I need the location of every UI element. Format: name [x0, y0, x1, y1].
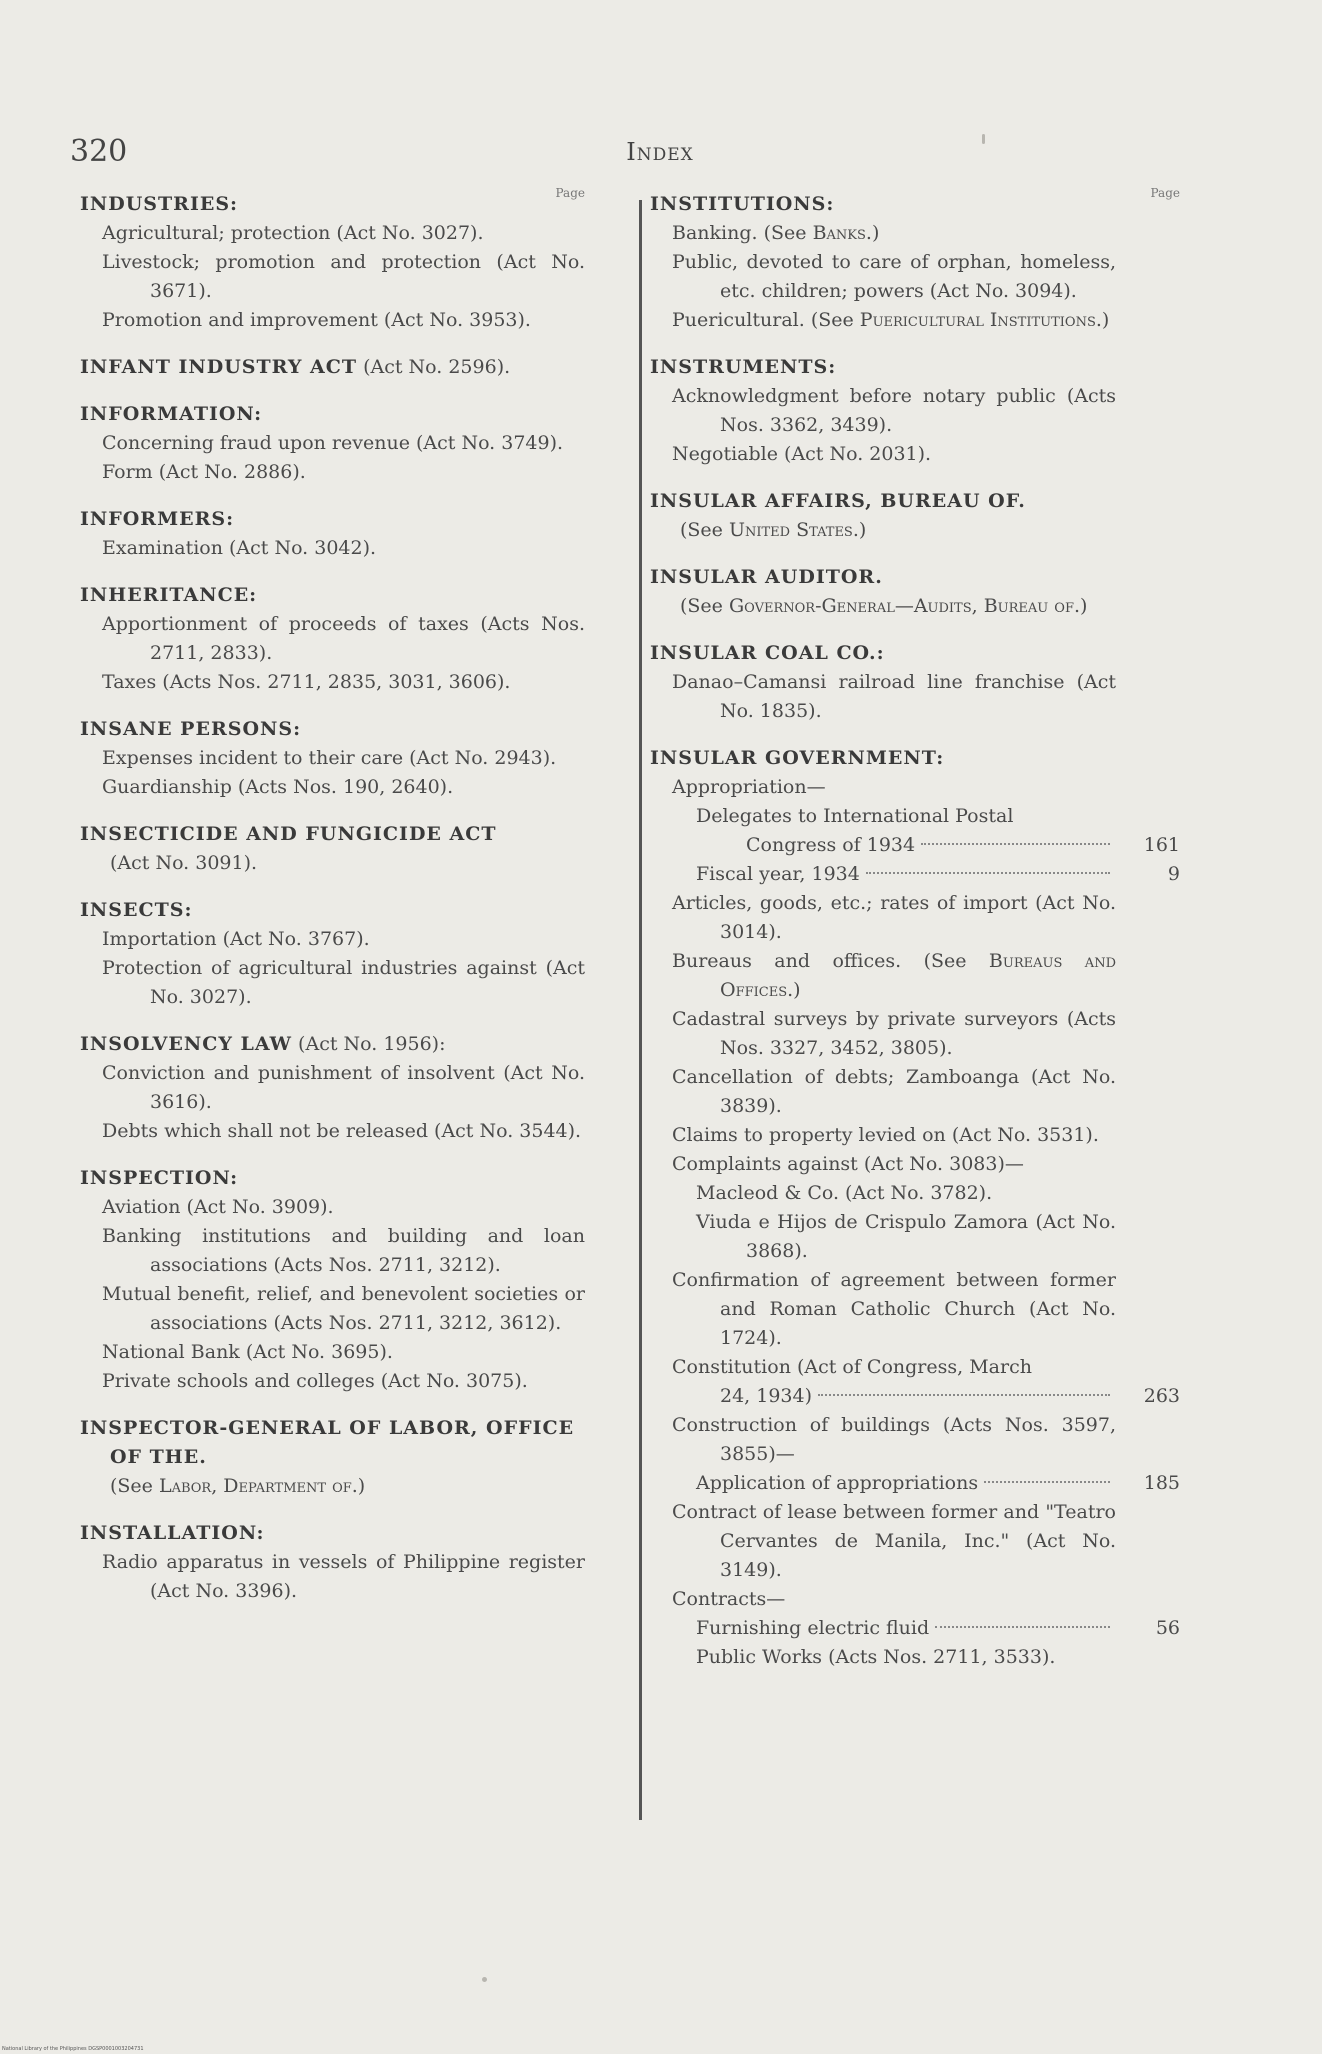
page-column-label: Page — [1150, 186, 1180, 200]
subentry: Protection of agricultural industries against (Act No. 3027). — [102, 957, 585, 1008]
subentry: Radio apparatus in vessels of Philippine register (Act No. 3396). — [102, 1551, 585, 1602]
running-head: Index — [626, 138, 694, 166]
subentry: Private schools and colleges (Act No. 3075). — [102, 1370, 528, 1392]
subentry: Cadastral surveys by private surveyors (Acts Nos. 3327, 3452, 3805). — [672, 1008, 1116, 1059]
subentry: Taxes (Acts Nos. 2711, 2835, 3031, 3606). — [102, 671, 511, 693]
index-heading: INSULAR AUDITOR. — [650, 566, 883, 588]
subentry: Livestock; promotion and protection (Act No. 3671). — [102, 251, 585, 302]
subentry: Danao–Camansi railroad line franchise (Act No. 1835). — [672, 671, 1116, 722]
cross-reference-target: Bureaus and Offices. — [720, 950, 1116, 1001]
subentry: Mutual benefit, relief, and benevolent societies or associations (Acts Nos. 2711, 3212, 3612). — [102, 1283, 585, 1334]
index-entry-insane-persons — [80, 715, 585, 802]
index-heading: INSTRUMENTS: — [650, 356, 837, 378]
index-heading: INSTALLATION: — [80, 1522, 265, 1544]
index-entry-information — [80, 400, 585, 487]
page-reference: 185 — [1143, 1472, 1180, 1494]
sub-subentry: Public Works (Acts Nos. 2711, 3533). — [696, 1646, 1056, 1668]
page-reference: 161 — [1143, 834, 1180, 856]
sub-subentry-with-page: Application of appropriations 185 — [650, 1469, 1180, 1498]
heading-reference: (Act No. 1956): — [292, 1033, 446, 1055]
subentry: Claims to property levied on (Act No. 3531). — [672, 1124, 1099, 1146]
subentry: Contracts— — [672, 1588, 786, 1610]
sub-subentry: Macleod & Co. (Act No. 3782). — [696, 1182, 993, 1204]
cross-reference-target: Governor-General—Audits, Bureau of. — [728, 595, 1081, 617]
index-heading: INSECTS: — [80, 899, 193, 921]
index-entry-insular-affairs — [650, 487, 1180, 545]
index-heading: INFANT INDUSTRY ACT — [80, 356, 358, 378]
cross-reference-target: United States. — [728, 519, 859, 541]
subentry: Complaints against (Act No. 3083)— — [672, 1153, 1024, 1175]
subentry: Form (Act No. 2886). — [102, 461, 306, 483]
sub-subentry-with-page: Congress of 1934 161 — [650, 831, 1180, 860]
subentry: Examination (Act No. 3042). — [102, 537, 377, 559]
index-heading: INSULAR AFFAIRS, BUREAU OF. — [650, 490, 1026, 512]
subentry: Debts which shall not be released (Act No. 3544). — [102, 1120, 582, 1142]
sub-subentry: Delegates to International Postal — [696, 805, 1014, 827]
index-heading: INFORMERS: — [80, 508, 235, 530]
subentry: Appropriation— — [672, 776, 826, 798]
cross-reference: Bureaus and offices. (See Bureaus and Offices.) — [672, 950, 1116, 1001]
index-entry-inspection — [80, 1164, 585, 1396]
page-number: 320 — [70, 134, 128, 169]
index-heading: INFORMATION: — [80, 403, 263, 425]
subentry: Guardianship (Acts Nos. 190, 2640). — [102, 776, 454, 798]
subentry: Aviation (Act No. 3909). — [102, 1196, 334, 1218]
index-entry-insular-auditor — [650, 563, 1180, 621]
cross-reference-target: Banks. — [812, 222, 872, 244]
index-entry-informers — [80, 505, 585, 563]
index-entry-institutions — [650, 190, 1180, 335]
index-heading: INSULAR COAL CO.: — [650, 642, 885, 664]
left-column — [80, 186, 585, 1606]
index-entry-insecticide-act — [80, 820, 585, 878]
cross-reference-target: Labor, Department of. — [158, 1475, 358, 1497]
column-divider — [639, 200, 642, 1820]
page-reference: 263 — [1143, 1385, 1180, 1407]
page-column-label: Page — [555, 186, 585, 200]
subentry: Promotion and improvement (Act No. 3953). — [102, 309, 531, 331]
subentry: Expenses incident to their care (Act No. 2943). — [102, 747, 557, 769]
sub-subentry-with-page: Fiscal year, 1934 9 — [650, 860, 1180, 889]
cross-reference: (See United States.) — [680, 519, 867, 541]
subentry: Conviction and punishment of insolvent (Act No. 3616). — [102, 1062, 585, 1113]
heading-reference: (Act No. 3091). — [110, 852, 258, 874]
index-entry-insects — [80, 896, 585, 1012]
page-reference: 9 — [1167, 863, 1180, 885]
subentry: Negotiable (Act No. 2031). — [672, 443, 932, 465]
subentry: Public, devoted to care of orphan, homeless, etc. children; powers (Act No. 3094). — [672, 251, 1116, 302]
subentry: Concerning fraud upon revenue (Act No. 3749). — [102, 432, 564, 454]
index-entry-installation — [80, 1519, 585, 1606]
cross-reference: (See Labor, Department of.) — [110, 1475, 366, 1497]
index-entry-insular-coal — [650, 639, 1180, 726]
subentry: Construction of buildings (Acts Nos. 3597, 3855)— — [672, 1414, 1116, 1465]
right-column — [650, 186, 1180, 1672]
subentry: National Bank (Act No. 3695). — [102, 1341, 393, 1363]
subentry: Constitution (Act of Congress, March — [672, 1356, 1032, 1378]
index-heading: INHERITANCE: — [80, 584, 258, 606]
index-entry-inspector-general — [80, 1414, 585, 1501]
subentry-with-page: 24, 1934) 263 — [650, 1382, 1180, 1411]
subentry: Banking institutions and building and loan associations (Acts Nos. 2711, 3212). — [102, 1225, 585, 1276]
index-heading: INSANE PERSONS: — [80, 718, 302, 740]
subentry: Confirmation of agreement between former and Roman Catholic Church (Act No. 1724). — [672, 1269, 1116, 1349]
sub-subentry-with-page: Furnishing electric fluid 56 — [650, 1614, 1180, 1643]
index-entry-infant-industry-act — [80, 353, 585, 382]
cross-reference: Banking. (See Banks.) — [672, 222, 880, 244]
index-entry-inheritance — [80, 581, 585, 697]
subentry: Articles, goods, etc.; rates of import (Act No. 3014). — [672, 892, 1116, 943]
index-heading: INSOLVENCY LAW — [80, 1033, 293, 1055]
index-heading: INSTITUTIONS: — [650, 193, 835, 215]
subentry: Acknowledgment before notary public (Acts Nos. 3362, 3439). — [672, 385, 1116, 436]
scan-credit: National Library of the Philippines DGSP0001003204731 — [2, 2046, 144, 2052]
page-reference: 56 — [1155, 1617, 1180, 1639]
index-heading: INDUSTRIES: — [80, 193, 239, 215]
cross-reference: Puericultural. (See Puericultural Institutions.) — [672, 309, 1110, 331]
subentry: Contract of lease between former and "Teatro Cervantes de Manila, Inc." (Act No. 3149). — [672, 1501, 1116, 1581]
index-entry-insular-government — [650, 744, 1180, 1672]
index-entry-insolvency-law — [80, 1030, 585, 1146]
index-heading: INSECTICIDE AND FUNGICIDE ACT — [80, 823, 497, 845]
heading-reference: (Act No. 2596). — [357, 356, 511, 378]
subentry: Agricultural; protection (Act No. 3027). — [102, 222, 484, 244]
index-entry-instruments — [650, 353, 1180, 469]
index-heading: INSPECTION: — [80, 1167, 239, 1189]
index-heading: INSULAR GOVERNMENT: — [650, 747, 945, 769]
index-entry-industries — [80, 190, 585, 335]
subentry: Importation (Act No. 3767). — [102, 928, 370, 950]
cross-reference: (See Governor-General—Audits, Bureau of.) — [680, 595, 1088, 617]
paper-speck — [482, 1977, 487, 1982]
page-header — [70, 134, 1250, 174]
subentry: Cancellation of debts; Zamboanga (Act No. 3839). — [672, 1066, 1116, 1117]
paper-speck — [982, 134, 985, 144]
cross-reference-target: Puericultural Institutions. — [859, 309, 1102, 331]
subentry: Apportionment of proceeds of taxes (Acts Nos. 2711, 2833). — [102, 613, 585, 664]
index-heading: INSPECTOR-GENERAL OF LABOR, OFFICE OF THE. — [80, 1417, 575, 1468]
sub-subentry: Viuda e Hijos de Crispulo Zamora (Act No. 3868). — [696, 1211, 1116, 1262]
